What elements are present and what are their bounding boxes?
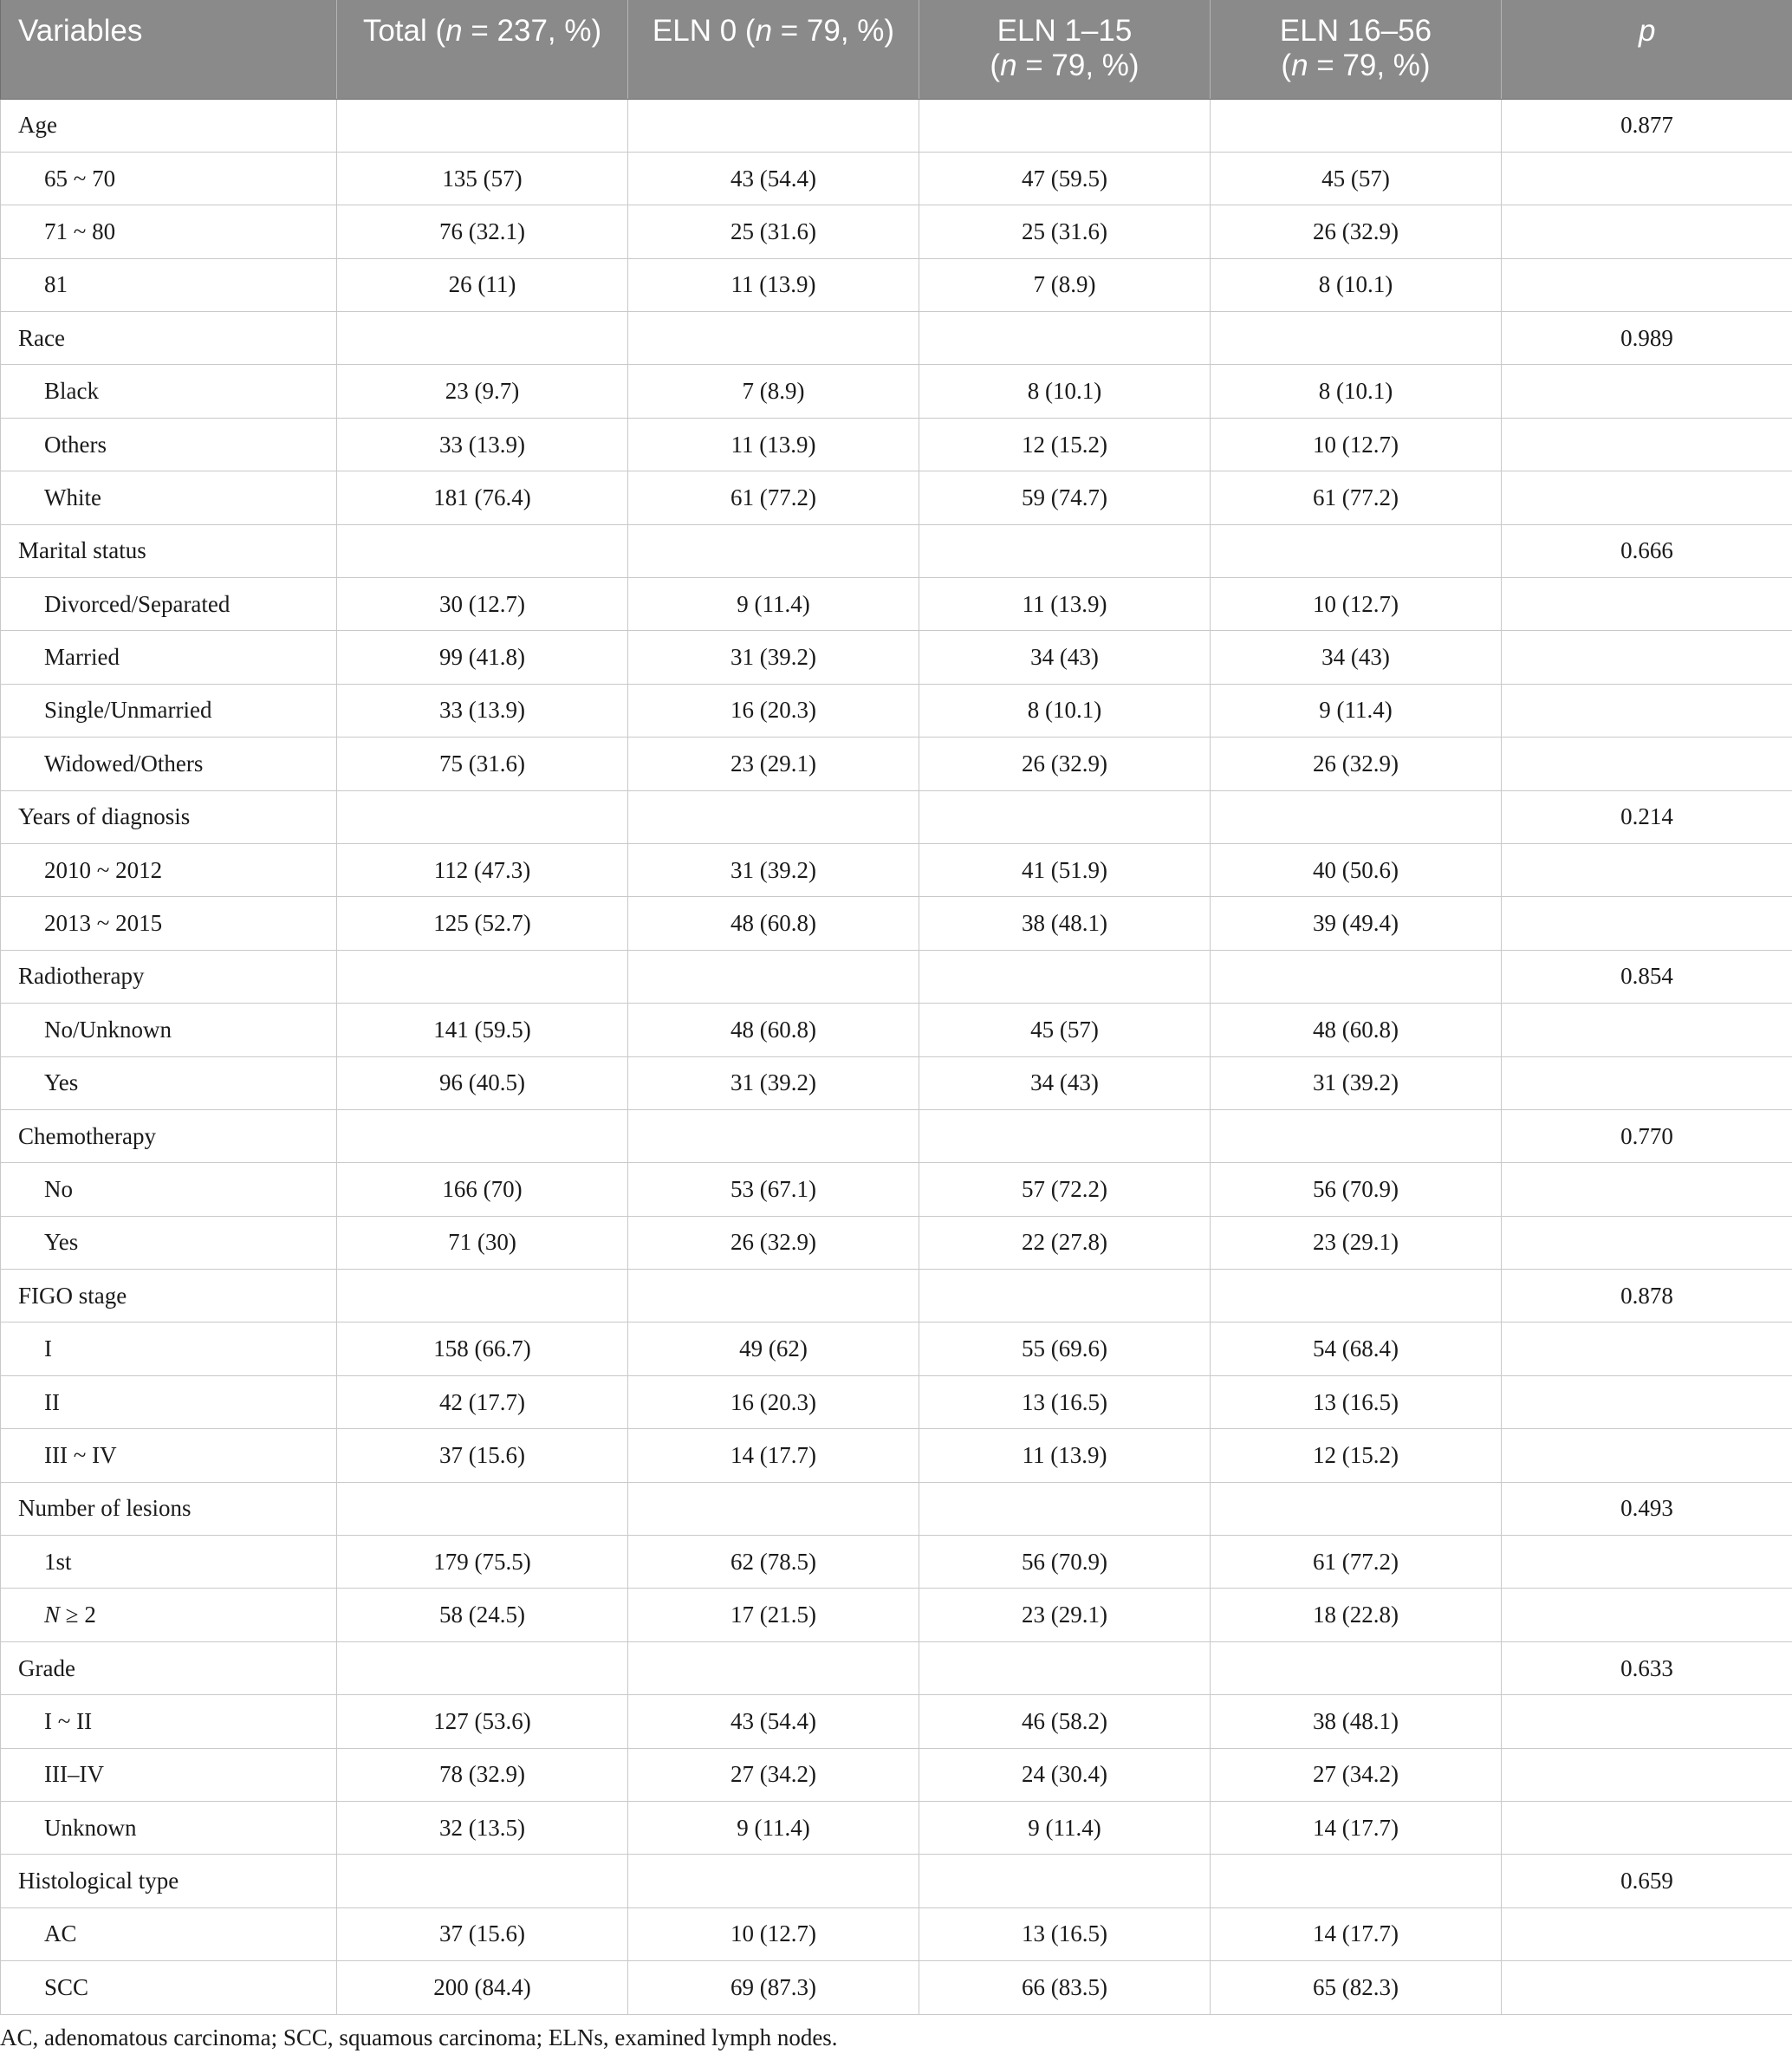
- cell-eln2: 9 (11.4): [1211, 684, 1502, 737]
- cell-eln0: 11 (13.9): [628, 418, 919, 471]
- category-label: Black: [1, 365, 337, 418]
- cell-total: [337, 1641, 628, 1694]
- group-row: [1, 524, 1792, 577]
- cell-eln2: 54 (68.4): [1211, 1322, 1502, 1375]
- category-label: Unknown: [1, 1802, 337, 1855]
- cell-p-value: [1502, 365, 1792, 418]
- cell-p-value: [1502, 205, 1792, 258]
- cell-p-value: [1502, 258, 1792, 311]
- cell-eln0: 23 (29.1): [628, 738, 919, 790]
- cell-eln0: 53 (67.1): [628, 1163, 919, 1216]
- cell-eln0: 43 (54.4): [628, 1695, 919, 1748]
- cell-p-value: [1502, 738, 1792, 790]
- table-row: [1, 1748, 1792, 1801]
- cell-p-value: [1502, 1056, 1792, 1109]
- category-label: I: [1, 1322, 337, 1375]
- cell-eln0: 48 (60.8): [628, 897, 919, 950]
- cell-eln0: 31 (39.2): [628, 1056, 919, 1109]
- variable-label: Histological type: [1, 1855, 337, 1907]
- cell-p-value: [1502, 471, 1792, 524]
- cell-p-value: [1502, 152, 1792, 205]
- category-label: White: [1, 471, 337, 524]
- cell-eln2: [1211, 950, 1502, 1003]
- cell-total: 37 (15.6): [337, 1907, 628, 1960]
- variable-label: Age: [1, 99, 337, 152]
- category-label: Yes: [1, 1056, 337, 1109]
- cell-eln0: 10 (12.7): [628, 1907, 919, 1960]
- cell-eln1: 66 (83.5): [919, 1961, 1211, 2014]
- category-label: Single/Unmarried: [1, 684, 337, 737]
- cell-total: 30 (12.7): [337, 578, 628, 631]
- cell-total: 32 (13.5): [337, 1802, 628, 1855]
- cell-eln1: 57 (72.2): [919, 1163, 1211, 1216]
- cell-eln2: 34 (43): [1211, 631, 1502, 684]
- table-row: [1, 1802, 1792, 1855]
- cell-p-value: 0.493: [1502, 1482, 1792, 1535]
- cell-eln0: 14 (17.7): [628, 1429, 919, 1482]
- variable-label: Chemotherapy: [1, 1109, 337, 1162]
- cell-p-value: [1502, 578, 1792, 631]
- cell-eln1: 13 (16.5): [919, 1907, 1211, 1960]
- cell-total: 78 (32.9): [337, 1748, 628, 1801]
- table-row: [1, 684, 1792, 737]
- cell-eln1: 9 (11.4): [919, 1802, 1211, 1855]
- category-label: No/Unknown: [1, 1004, 337, 1056]
- header-eln-1-15: ELN 1–15 (n = 79, %): [919, 0, 1211, 99]
- cell-p-value: [1502, 1375, 1792, 1428]
- cell-p-value: [1502, 1163, 1792, 1216]
- cell-total: [337, 950, 628, 1003]
- table-row: [1, 1961, 1792, 2014]
- cell-eln0: [628, 99, 919, 152]
- category-label: Divorced/Separated: [1, 578, 337, 631]
- category-label: No: [1, 1163, 337, 1216]
- cell-eln0: 31 (39.2): [628, 631, 919, 684]
- group-row: [1, 1855, 1792, 1907]
- variable-label: Years of diagnosis: [1, 790, 337, 843]
- table-body: [1, 99, 1792, 2014]
- cell-p-value: [1502, 1907, 1792, 1960]
- table-row: [1, 1907, 1792, 1960]
- cell-eln1: 11 (13.9): [919, 1429, 1211, 1482]
- cell-p-value: [1502, 897, 1792, 950]
- cell-eln1: 22 (27.8): [919, 1216, 1211, 1269]
- cell-eln0: 61 (77.2): [628, 471, 919, 524]
- variable-label: Number of lesions: [1, 1482, 337, 1535]
- cell-eln2: [1211, 99, 1502, 152]
- cell-total: [337, 312, 628, 365]
- cell-eln2: 13 (16.5): [1211, 1375, 1502, 1428]
- category-label: 65 ~ 70: [1, 152, 337, 205]
- table-footnote: AC, adenomatous carcinoma; SCC, squamous carcinoma; ELNs, examined lymph nodes.: [0, 2024, 838, 2050]
- cell-total: 179 (75.5): [337, 1536, 628, 1589]
- cell-eln1: 26 (32.9): [919, 738, 1211, 790]
- cell-total: 112 (47.3): [337, 843, 628, 896]
- cell-total: 127 (53.6): [337, 1695, 628, 1748]
- category-label-italic: N: [44, 1602, 61, 1628]
- cell-eln2: 48 (60.8): [1211, 1004, 1502, 1056]
- cell-p-value: [1502, 1589, 1792, 1641]
- cell-eln2: 40 (50.6): [1211, 843, 1502, 896]
- category-label: [1, 1589, 337, 1641]
- cell-eln2: 45 (57): [1211, 152, 1502, 205]
- cell-eln2: [1211, 1270, 1502, 1322]
- cell-eln2: 31 (39.2): [1211, 1056, 1502, 1109]
- cell-eln0: [628, 1270, 919, 1322]
- cell-eln1: [919, 524, 1211, 577]
- cell-eln0: [628, 524, 919, 577]
- group-row: [1, 312, 1792, 365]
- cell-eln2: 14 (17.7): [1211, 1802, 1502, 1855]
- cell-eln0: 17 (21.5): [628, 1589, 919, 1641]
- cell-total: 135 (57): [337, 152, 628, 205]
- cell-eln1: 46 (58.2): [919, 1695, 1211, 1748]
- cell-p-value: [1502, 418, 1792, 471]
- cell-total: 141 (59.5): [337, 1004, 628, 1056]
- cell-eln0: [628, 1641, 919, 1694]
- cell-p-value: [1502, 1802, 1792, 1855]
- cell-eln2: 27 (34.2): [1211, 1748, 1502, 1801]
- category-label: Married: [1, 631, 337, 684]
- cell-eln2: 8 (10.1): [1211, 365, 1502, 418]
- cell-p-value: 0.878: [1502, 1270, 1792, 1322]
- cell-eln1: [919, 790, 1211, 843]
- cell-total: 33 (13.9): [337, 684, 628, 737]
- cell-eln2: [1211, 1482, 1502, 1535]
- cell-total: 166 (70): [337, 1163, 628, 1216]
- cell-eln0: 16 (20.3): [628, 1375, 919, 1428]
- category-label: Others: [1, 418, 337, 471]
- cell-eln2: 56 (70.9): [1211, 1163, 1502, 1216]
- header-eln-0: ELN 0 (n = 79, %): [628, 0, 919, 99]
- cell-eln1: [919, 950, 1211, 1003]
- cell-p-value: [1502, 843, 1792, 896]
- cell-eln0: 16 (20.3): [628, 684, 919, 737]
- cell-eln2: 61 (77.2): [1211, 471, 1502, 524]
- cell-p-value: [1502, 1216, 1792, 1269]
- cell-eln1: 23 (29.1): [919, 1589, 1211, 1641]
- cell-eln1: 56 (70.9): [919, 1536, 1211, 1589]
- cell-eln0: 9 (11.4): [628, 1802, 919, 1855]
- cell-eln2: [1211, 790, 1502, 843]
- cell-eln1: 12 (15.2): [919, 418, 1211, 471]
- category-label: 2013 ~ 2015: [1, 897, 337, 950]
- variable-label: Radiotherapy: [1, 950, 337, 1003]
- cell-total: 71 (30): [337, 1216, 628, 1269]
- cell-total: [337, 99, 628, 152]
- cell-eln1: 13 (16.5): [919, 1375, 1211, 1428]
- cell-eln1: [919, 1641, 1211, 1694]
- cell-total: [337, 1482, 628, 1535]
- variable-label: Grade: [1, 1641, 337, 1694]
- table-row: [1, 152, 1792, 205]
- cell-eln0: 26 (32.9): [628, 1216, 919, 1269]
- cell-eln0: [628, 790, 919, 843]
- table-row: [1, 1216, 1792, 1269]
- group-row: [1, 99, 1792, 152]
- header-eln-16-56: ELN 16–56 (n = 79, %): [1211, 0, 1502, 99]
- cell-eln2: 23 (29.1): [1211, 1216, 1502, 1269]
- cell-total: [337, 1855, 628, 1907]
- table-header: [1, 0, 1792, 99]
- group-row: [1, 950, 1792, 1003]
- table-row: [1, 1589, 1792, 1641]
- cell-p-value: 0.659: [1502, 1855, 1792, 1907]
- cell-total: 26 (11): [337, 258, 628, 311]
- table-row: [1, 897, 1792, 950]
- cell-eln0: 9 (11.4): [628, 578, 919, 631]
- table-row: [1, 1695, 1792, 1748]
- category-label: AC: [1, 1907, 337, 1960]
- cell-total: [337, 1109, 628, 1162]
- cell-eln2: 10 (12.7): [1211, 418, 1502, 471]
- cell-eln1: 45 (57): [919, 1004, 1211, 1056]
- cell-eln0: 49 (62): [628, 1322, 919, 1375]
- cell-eln0: [628, 950, 919, 1003]
- cell-eln2: 14 (17.7): [1211, 1907, 1502, 1960]
- cell-eln0: [628, 1109, 919, 1162]
- cell-p-value: 0.666: [1502, 524, 1792, 577]
- category-label: Yes: [1, 1216, 337, 1269]
- cell-total: 33 (13.9): [337, 418, 628, 471]
- cell-eln0: [628, 1855, 919, 1907]
- cell-eln1: 47 (59.5): [919, 152, 1211, 205]
- category-label-rest: ≥ 2: [60, 1602, 96, 1628]
- cell-eln0: 11 (13.9): [628, 258, 919, 311]
- table-row: [1, 738, 1792, 790]
- cell-eln1: [919, 1109, 1211, 1162]
- group-row: [1, 1270, 1792, 1322]
- cell-eln1: [919, 1855, 1211, 1907]
- group-row: [1, 790, 1792, 843]
- cell-eln1: 34 (43): [919, 1056, 1211, 1109]
- cell-p-value: [1502, 1748, 1792, 1801]
- cell-eln1: [919, 1270, 1211, 1322]
- cell-eln1: 41 (51.9): [919, 843, 1211, 896]
- cell-eln2: 26 (32.9): [1211, 738, 1502, 790]
- cell-eln2: 61 (77.2): [1211, 1536, 1502, 1589]
- table-row: [1, 418, 1792, 471]
- cell-eln2: 39 (49.4): [1211, 897, 1502, 950]
- table-row: [1, 1004, 1792, 1056]
- table-row: [1, 631, 1792, 684]
- cell-eln2: 8 (10.1): [1211, 258, 1502, 311]
- cell-eln0: 27 (34.2): [628, 1748, 919, 1801]
- cell-eln1: 11 (13.9): [919, 578, 1211, 631]
- table-row: [1, 365, 1792, 418]
- cell-total: 58 (24.5): [337, 1589, 628, 1641]
- header-row: [1, 0, 1792, 99]
- table-row: [1, 1163, 1792, 1216]
- table-row: [1, 843, 1792, 896]
- cell-eln1: 34 (43): [919, 631, 1211, 684]
- cell-eln0: [628, 312, 919, 365]
- cell-eln0: 62 (78.5): [628, 1536, 919, 1589]
- header-total: Total (n = 237, %): [337, 0, 628, 99]
- cell-total: 42 (17.7): [337, 1375, 628, 1428]
- cell-eln0: [628, 1482, 919, 1535]
- cell-p-value: [1502, 1536, 1792, 1589]
- cell-eln2: [1211, 524, 1502, 577]
- cell-eln1: 38 (48.1): [919, 897, 1211, 950]
- category-label: III–IV: [1, 1748, 337, 1801]
- group-row: [1, 1109, 1792, 1162]
- cell-eln2: [1211, 1641, 1502, 1694]
- category-label: SCC: [1, 1961, 337, 2014]
- cell-eln0: 43 (54.4): [628, 152, 919, 205]
- table-row: [1, 471, 1792, 524]
- table-row: [1, 1429, 1792, 1482]
- cell-total: 99 (41.8): [337, 631, 628, 684]
- cell-eln2: 18 (22.8): [1211, 1589, 1502, 1641]
- cell-eln2: [1211, 312, 1502, 365]
- variable-label: FIGO stage: [1, 1270, 337, 1322]
- cell-total: 37 (15.6): [337, 1429, 628, 1482]
- category-label: 81: [1, 258, 337, 311]
- cell-eln1: 8 (10.1): [919, 365, 1211, 418]
- cell-total: [337, 790, 628, 843]
- variable-label: Marital status: [1, 524, 337, 577]
- cell-eln1: 7 (8.9): [919, 258, 1211, 311]
- cell-p-value: 0.770: [1502, 1109, 1792, 1162]
- cell-eln0: 31 (39.2): [628, 843, 919, 896]
- category-label: 2010 ~ 2012: [1, 843, 337, 896]
- cell-eln2: 26 (32.9): [1211, 205, 1502, 258]
- cell-eln0: 69 (87.3): [628, 1961, 919, 2014]
- cell-total: 200 (84.4): [337, 1961, 628, 2014]
- cell-total: 75 (31.6): [337, 738, 628, 790]
- cell-eln2: [1211, 1109, 1502, 1162]
- category-label: III ~ IV: [1, 1429, 337, 1482]
- cell-eln1: 24 (30.4): [919, 1748, 1211, 1801]
- cell-eln0: 25 (31.6): [628, 205, 919, 258]
- cell-eln1: 59 (74.7): [919, 471, 1211, 524]
- header-p-value: p: [1502, 0, 1792, 99]
- cell-total: [337, 1270, 628, 1322]
- cell-p-value: 0.989: [1502, 312, 1792, 365]
- table-row: [1, 1322, 1792, 1375]
- group-row: [1, 1641, 1792, 1694]
- variable-label: Race: [1, 312, 337, 365]
- cell-total: 181 (76.4): [337, 471, 628, 524]
- cell-eln1: 55 (69.6): [919, 1322, 1211, 1375]
- group-row: [1, 1482, 1792, 1535]
- cell-eln2: 10 (12.7): [1211, 578, 1502, 631]
- table-row: [1, 258, 1792, 311]
- category-label: 1st: [1, 1536, 337, 1589]
- table-row: [1, 578, 1792, 631]
- category-label: Widowed/Others: [1, 738, 337, 790]
- cell-p-value: [1502, 1961, 1792, 2014]
- cell-eln1: [919, 1482, 1211, 1535]
- cell-eln1: 8 (10.1): [919, 684, 1211, 737]
- cell-total: [337, 524, 628, 577]
- cell-eln2: 38 (48.1): [1211, 1695, 1502, 1748]
- cell-total: 96 (40.5): [337, 1056, 628, 1109]
- cell-p-value: [1502, 631, 1792, 684]
- table-row: [1, 1536, 1792, 1589]
- cell-p-value: 0.633: [1502, 1641, 1792, 1694]
- category-label: I ~ II: [1, 1695, 337, 1748]
- table-row: [1, 1375, 1792, 1428]
- cell-eln2: 65 (82.3): [1211, 1961, 1502, 2014]
- cell-p-value: [1502, 1004, 1792, 1056]
- cell-eln1: [919, 312, 1211, 365]
- cell-p-value: [1502, 684, 1792, 737]
- category-label: II: [1, 1375, 337, 1428]
- cell-eln0: 7 (8.9): [628, 365, 919, 418]
- cell-total: 125 (52.7): [337, 897, 628, 950]
- cell-total: 23 (9.7): [337, 365, 628, 418]
- cell-eln1: [919, 99, 1211, 152]
- cell-eln2: [1211, 1855, 1502, 1907]
- cell-p-value: 0.214: [1502, 790, 1792, 843]
- category-label: 71 ~ 80: [1, 205, 337, 258]
- cell-p-value: [1502, 1695, 1792, 1748]
- cell-p-value: 0.877: [1502, 99, 1792, 152]
- cell-p-value: 0.854: [1502, 950, 1792, 1003]
- cell-p-value: [1502, 1429, 1792, 1482]
- cell-eln2: 12 (15.2): [1211, 1429, 1502, 1482]
- cell-p-value: [1502, 1322, 1792, 1375]
- cell-eln1: 25 (31.6): [919, 205, 1211, 258]
- cell-total: 76 (32.1): [337, 205, 628, 258]
- table-row: [1, 1056, 1792, 1109]
- header-variables: Variables: [1, 0, 337, 99]
- cell-eln0: 48 (60.8): [628, 1004, 919, 1056]
- cell-total: 158 (66.7): [337, 1322, 628, 1375]
- table-row: [1, 205, 1792, 258]
